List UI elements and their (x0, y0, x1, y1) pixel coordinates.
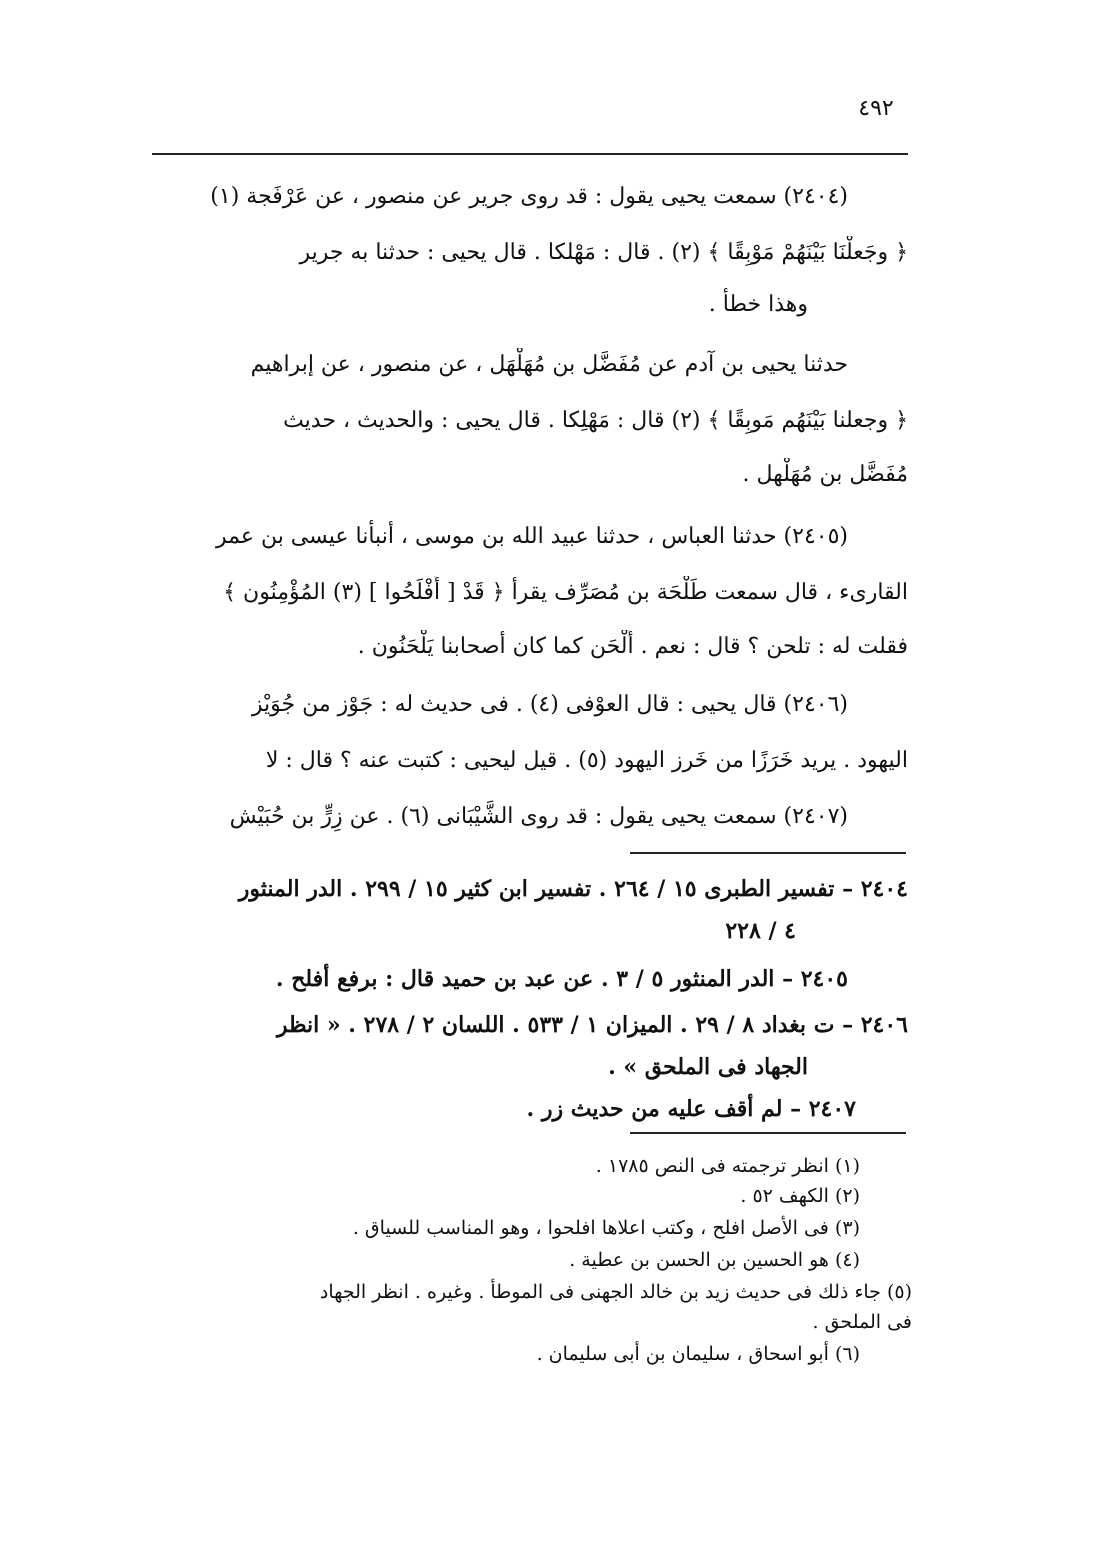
text-line: (٢٤٠٤) سمعت يحيى يقول : قد روى جرير عن منصور ، عن عَرْفَجة (١) (210, 184, 848, 209)
reference-line: ٢٤٠٤ – تفسير الطبرى ١٥ / ٢٦٤ . تفسير ابن كثير ١٥ / ٢٩٩ . الدر المنثور (238, 876, 908, 902)
text-line: اليهود . يريد خَرَزًا من خَرز اليهود (٥) . قيل ليحيى : كتبت عنه ؟ قال : لا (265, 748, 908, 773)
reference-line: ٢٤٠٧ – لم أقف عليه من حديث زر . (526, 1096, 856, 1122)
page-number: ٤٩٢ (858, 96, 894, 121)
reference-line: ٤ / ٢٢٨ (725, 918, 796, 944)
text-line: (٢٤٠٦) قال يحيى : قال العوْفى (٤) . فى حديث له : جَوْز من جُوَيْز (251, 692, 848, 717)
text-line: (٢٤٠٧) سمعت يحيى يقول : قد روى الشَّيْبَانى (٦) . عن زِرٍّ بن حُبَيْش (229, 804, 848, 829)
reference-line: ٢٤٠٦ – ت بغداد ٨ / ٢٩ . الميزان ١ / ٥٣٣ . اللسان ٢ / ٢٧٨ . « انظر (276, 1012, 908, 1038)
text-line: فقلت له : تلحن ؟ قال : نعم . أَلْحَن كما كان أصحابنا يَلْحَنُون . (357, 634, 908, 659)
footnote: (٦) أبو اسحاق ، سليمان بن أبى سليمان . (536, 1343, 860, 1365)
text-line: وهذا خطأ . (708, 292, 808, 317)
text-line: القارىء ، قال سمعت طَلْحَة بن مُصَرِّف يقرأ ﴿ قَدْ [ أَفْلَحُوا ] (٣) المُؤْمِنُون ﴾ (223, 580, 908, 605)
section-rule (630, 852, 906, 854)
text-line: (٢٤٠٥) حدثنا العباس ، حدثنا عبيد الله بن موسى ، أنبأنا عيسى بن عمر (215, 524, 848, 549)
footnote: (٤) هو الحسين بن الحسن بن عطية . (569, 1249, 860, 1271)
footnote: (٢) الكهف ٥٢ . (740, 1185, 860, 1207)
text-line: ﴿ وجعلنا بَيْنَهُم مَوبِقًا ﴾ (٢) قال : مَهْلِكا . قال يحيى : والحديث ، حديث (283, 408, 908, 433)
text-line: حدثنا يحيى بن آدم عن مُفَضَّل بن مُهَلْهَل ، عن منصور ، عن إبراهيم (250, 352, 848, 377)
header-rule (152, 153, 908, 155)
reference-line: ٢٤٠٥ – الدر المنثور ٥ / ٣ . عن عبد بن حميد قال : برفع أفلح . (275, 966, 848, 992)
text-line: مُفَضَّل بن مُهَلْهل . (742, 462, 908, 487)
reference-line: الجهاد فى الملحق » . (608, 1054, 808, 1080)
footnote-rule (630, 1132, 906, 1134)
text-line: ﴿ وجَعلْنَا بَيْنَهُمْ مَوْبِقًا ﴾ (٢) . قال : مَهْلكا . قال يحيى : حدثنا به جرير (299, 240, 908, 265)
footnote: (٥) جاء ذلك فى حديث زيد بن خالد الجهنى فى الموطأ . وغيره . انظر الجهاد (319, 1281, 912, 1303)
footnote: (١) انظر ترجمته فى النص ١٧٨٥ . (595, 1155, 860, 1177)
footnote: (٣) فى الأصل افلح ، وكتب اعلاها افلحوا ، وهو المناسب للسياق . (352, 1217, 860, 1239)
footnote: فى الملحق . (812, 1311, 912, 1333)
